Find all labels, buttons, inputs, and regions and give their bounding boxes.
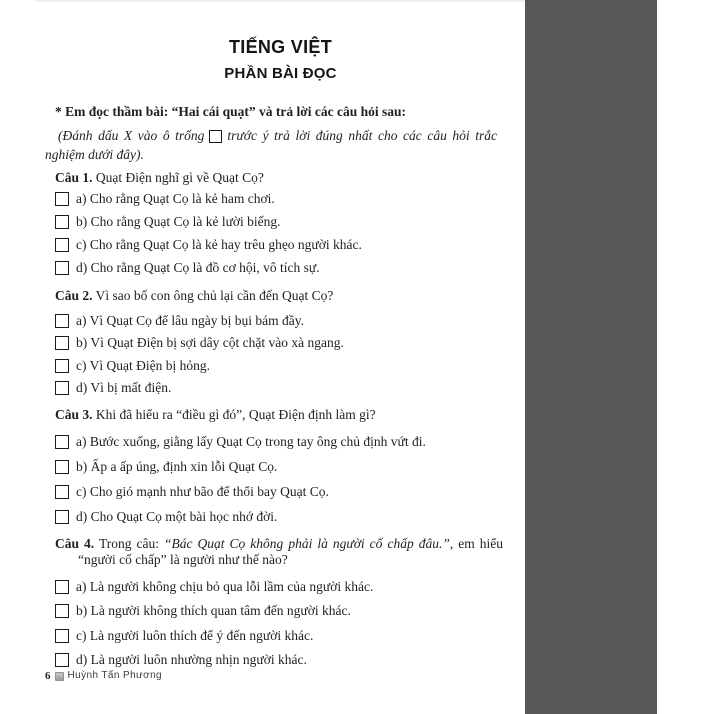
answer-option-label: d) Là người luôn nhường nhịn người khác. [76,652,307,667]
answer-option [55,653,503,668]
section-subtitle: PHẦN BÀI ĐỌC [224,65,337,82]
answer-options [55,191,503,275]
question-block-1 [55,170,503,283]
answer-option-label: d) Cho rằng Quạt Cọ là đồ cơ hội, vô tích sự. [76,259,320,275]
question-block-4 [55,536,503,677]
author-name: Huỳnh Tấn Phương [67,670,163,681]
answer-checkbox[interactable] [55,580,69,594]
reading-instruction: * Em đọc thầm bài: “Hai cái quạt” và trả lời các câu hỏi sau: [55,104,406,119]
empty-checkbox-icon [209,130,222,143]
answer-checkbox[interactable] [55,485,69,499]
question-number: Câu 4. [55,536,95,551]
answer-checkbox[interactable] [55,238,69,252]
question-text [55,407,503,423]
answer-option-label: d) Cho Quạt Cọ một bài học nhớ đời. [76,508,278,524]
marking-instruction-after: trước ý trả lời đúng nhất cho các câu hỏi trắc nghiệm dưới đây). [45,128,497,162]
question-prompt: Quạt Điện nghĩ gì về Quạt Cọ? [95,170,264,185]
book-page [36,0,525,714]
answer-option-label: b) Ấp a ấp úng, định xin lỗi Quạt Cọ. [76,458,278,474]
answer-option-label: a) Vì Quạt Cọ để lâu ngày bị bụi bám đầy. [76,312,304,328]
answer-option [55,579,503,594]
answer-option-label: b) Là người không thích quan tâm đến người khác. [76,603,351,618]
question-prompt: Khi đã hiểu ra “điều gì đó”, Quạt Điện định làm gì? [95,407,376,422]
answer-option-label: a) Bước xuống, giằng lấy Quạt Cọ trong tay ông chủ định vứt đi. [76,433,426,449]
answer-option-label: c) Cho rằng Quạt Cọ là kẻ hay trêu ghẹo người khác. [76,236,362,252]
answer-option [55,434,503,449]
quoted-sentence: “Bác Quạt Cọ không phải là người cố chấp đâu.” [164,536,450,551]
question-number: Câu 1. [55,170,93,185]
question-prompt: Vì sao bố con ông chủ lại cần đến Quạt Cọ? [95,288,334,303]
answer-option [55,459,503,474]
answer-checkbox[interactable] [55,460,69,474]
answer-checkbox[interactable] [55,314,69,328]
answer-option [55,214,503,229]
answer-option [55,237,503,252]
answer-checkbox[interactable] [55,215,69,229]
marking-instruction-before: (Đánh dấu X vào ô trống [58,128,205,143]
answer-option [55,604,503,619]
answer-option [55,336,503,351]
answer-options [55,313,503,396]
answer-checkbox[interactable] [55,336,69,350]
answer-checkbox[interactable] [55,510,69,524]
answer-option [55,509,503,524]
question-block-2 [55,288,503,403]
answer-option-label: b) Vì Quạt Điện bị sợi dây cột chặt vào xà ngang. [76,335,344,350]
question-text [55,288,503,304]
answer-option [55,381,503,396]
answer-option-label: d) Vì bị mất điện. [76,380,172,395]
answer-option-label: b) Cho rằng Quạt Cọ là kẻ lười biếng. [76,213,281,229]
answer-checkbox[interactable] [55,629,69,643]
answer-option-label: c) Cho gió mạnh như bão để thổi bay Quạt Cọ. [76,483,329,499]
question-prompt-before-quote: Trong câu: [98,536,159,551]
question-number: Câu 3. [55,407,93,422]
answer-checkbox[interactable] [55,653,69,667]
section-title: TIẾNG VIỆT [228,37,332,57]
answer-checkbox[interactable] [55,261,69,275]
answer-checkbox[interactable] [55,604,69,618]
page-number: 6 [45,670,51,682]
answer-options [55,434,503,524]
answer-option-label: a) Cho rằng Quạt Cọ là kẻ ham chơi. [76,190,275,206]
page-footer [45,670,162,682]
answer-checkbox[interactable] [55,192,69,206]
question-text [55,170,503,186]
answer-option [55,484,503,499]
answer-option [55,358,503,373]
answer-checkbox[interactable] [55,435,69,449]
question-text [55,536,503,568]
answer-option [55,260,503,275]
question-number: Câu 2. [55,288,93,303]
question-prompt-after-quote: , em hiểu “người cố chấp” là người như thế nào? [78,536,503,567]
answer-checkbox[interactable] [55,359,69,373]
answer-option [55,191,503,206]
answer-checkbox[interactable] [55,381,69,395]
publisher-logo-icon [55,672,64,681]
answer-option [55,313,503,328]
answer-option-label: c) Vì Quạt Điện bị hỏng. [76,357,210,373]
answer-option [55,628,503,643]
marking-instruction [45,126,497,164]
answer-option-label: a) Là người không chịu bỏ qua lỗi lầm của người khác. [76,578,374,594]
question-block-3 [55,407,503,534]
answer-options [55,579,503,668]
answer-option-label: c) Là người luôn thích để ý đến người khác. [76,627,314,643]
